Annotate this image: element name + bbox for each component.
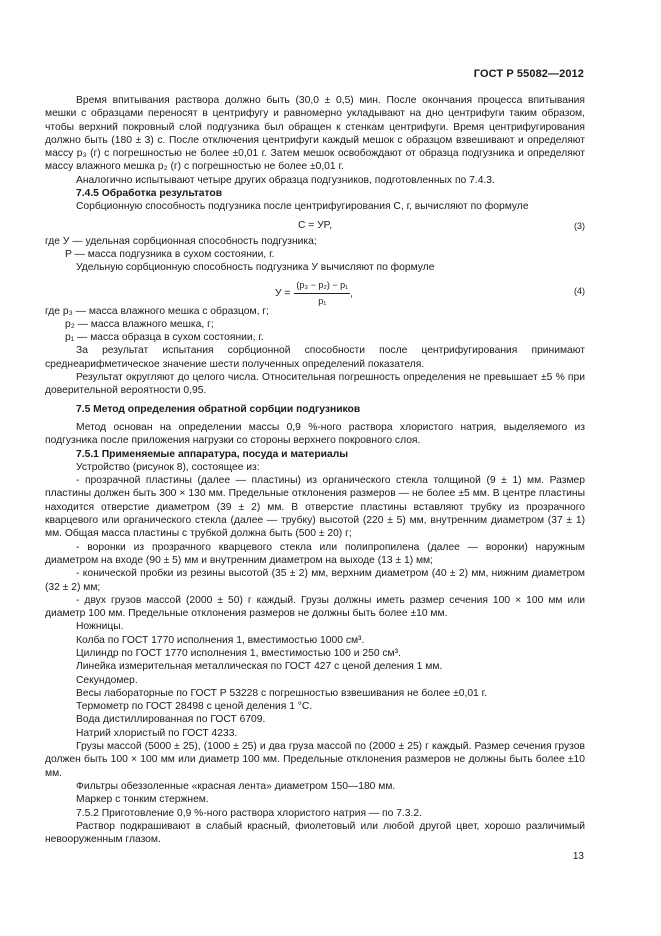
- formula-3-number: (3): [574, 220, 585, 231]
- material-filters: Фильтры обеззоленные «красная лента» диаметром 150—180 мм.: [76, 780, 396, 792]
- formula-3: [45, 214, 585, 235]
- equipment-thermometer: Термометр по ГОСТ 28498 с ценой деления 1 °С.: [76, 701, 313, 713]
- definition-p: P — масса подгузника в сухом состоянии, г.: [65, 248, 275, 260]
- material-water: Вода дистиллированная по ГОСТ 6709.: [76, 714, 266, 726]
- section-heading-7-4-5: 7.4.5 Обработка результатов: [76, 188, 223, 200]
- list-item-weights: - двух грузов массой (2000 ± 50) г каждый. Грузы должны иметь размер сечения 100 × 100 мм или диаметр 100 мм. Предельные отклонения размеров не должны быть более ±10 мм.: [45, 594, 585, 620]
- equipment-cylinder: Цилиндр по ГОСТ 1770 исполнения 1, вместимостью 100 и 250 см³.: [76, 647, 401, 659]
- list-item-stopper: - конической пробки из резины высотой (35 ± 2) мм, верхним диаметром (40 ± 2) мм, нижним диаметром (32 ± 2) мм;: [45, 568, 585, 593]
- paragraph-formula-intro-c: Сорбционную способность подгузника после центрифугирования C, г, вычисляют по формуле: [76, 201, 529, 213]
- paragraph-centrifuge: Время впитывания раствора должно быть (30,0 ± 0,5) мин. После окончания процесса впитывания мешки с образцами переносят в центрифугу и равномерно укладывают на дно центрифуги таким образом, чтобы верхний покровный слой подгузника был обращен к стенкам центрифуги. Время центрифугирования должно быть (180 ± 3) с. После отключения центрифуги каждый мешок с образцом взвешивают и определяют массу p₃ (г) с погрешностью не более ±0,01 г. Затем мешок освобождают от образца подгузника и определяют массу влажного мешка p₂ (г) с погрешностью не более ±0,01 г.: [45, 95, 585, 173]
- equipment-scales: Весы лабораторные по ГОСТ Р 53228 с погрешностью взвешивания не более ±0,01 г.: [76, 687, 487, 699]
- page-number: 13: [572, 851, 584, 862]
- section-7-5-2: 7.5.2 Приготовление 0,9 %-ного раствора хлористого натрия — по 7.3.2.: [76, 807, 422, 819]
- equipment-loads: Грузы массой (5000 ± 25), (1000 ± 25) и два груза массой по (2000 ± 25) г каждый. Размер сечения грузов должен быть 100 × 100 мм или диаметр 100 мм. Предельные отклонения размеров не должны быть более ±10 мм.: [45, 741, 585, 779]
- definition-u: где У — удельная сорбционная способность подгузника;: [45, 235, 317, 247]
- material-marker: Маркер с тонким стержнем.: [76, 794, 209, 806]
- section-heading-7-5: 7.5 Метод определения обратной сорбции подгузников: [76, 403, 361, 415]
- formula-4-numerator: (p₃ − p₂) − p₁: [294, 279, 350, 294]
- formula-4-trail: ,: [350, 288, 354, 300]
- paragraph-result-rounding: Результат округляют до целого числа. Относительная погрешность определения не превышает ±5 % при доверительной вероятности 0,95.: [45, 372, 585, 397]
- equipment-ruler: Линейка измерительная металлическая по ГОСТ 427 с ценой деления 1 мм.: [76, 661, 443, 673]
- formula-4-number: (4): [574, 285, 585, 296]
- list-item-plate: - прозрачной пластины (далее — пластины) из органического стекла толщиной (9 ± 1) мм. Размер пластины должен быть 300 × 130 мм. Предельные отклонения размеров — не более ±5 мм. В центре пластины находится отверстие диаметром (39 ± 2) мм. В отверстие пластины вставляют трубку из прозрачного кварцевого или органического стекла (далее — трубку) высотой (220 ± 5) мм, внутренним диаметром (37 ± 1) мм. Общая масса пластины с трубкой должна быть (500 ± 20) г;: [45, 475, 585, 540]
- equipment-scissors: Ножницы.: [76, 621, 124, 633]
- formula-4: [45, 275, 585, 305]
- paragraph-method-basis: Метод основан на определении массы 0,9 %-ного раствора хлористого натрия, выделяемого из подгузника после приложения нагрузки со стороны верхнего покровного слоя.: [45, 421, 585, 447]
- definition-p1: p₁ — масса образца в сухом состоянии, г.: [65, 332, 264, 344]
- equipment-stopwatch: Секундомер.: [76, 674, 138, 686]
- paragraph-repeat-samples: Аналогично испытывают четыре других образца подгузников, подготовленных по 7.4.3.: [76, 174, 495, 186]
- section-heading-7-5-1: 7.5.1 Применяемые аппаратура, посуда и материалы: [76, 448, 349, 460]
- formula-4-denominator: p₁: [318, 295, 327, 306]
- formula-4-lhs: У =: [275, 287, 291, 299]
- paragraph-formula-intro-u: Удельную сорбционную способность подгузника У вычисляют по формуле: [76, 262, 435, 274]
- definition-p3: где p₃ — масса влажного мешка с образцом, г;: [45, 305, 269, 317]
- paragraph-coloring: Раствор подкрашивают в слабый красный, фиолетовый или любой другой цвет, хорошо различимый невооруженным глазом.: [45, 820, 585, 846]
- list-item-funnel: - воронки из прозрачного кварцевого стекла или полипропилена (далее — воронки) наружным диаметром на входе (90 ± 5) мм и внутренним диаметром на выходе (13 ± 1) мм;: [45, 541, 585, 566]
- formula-3-expression: C = УP,: [297, 219, 333, 231]
- material-sodium-chloride: Натрий хлористый по ГОСТ 4233.: [76, 727, 238, 739]
- definition-p2: p₂ — масса влажного мешка, г;: [65, 318, 214, 330]
- paragraph-device: Устройство (рисунок 8), состоящее из:: [76, 461, 260, 473]
- page-body: [45, 94, 585, 846]
- document-code-header: ГОСТ Р 55082—2012: [473, 68, 584, 80]
- paragraph-result-mean: За результат испытания сорбционной способности после центрифугирования принимают среднеарифметическое значение шести полученных определений показателя.: [45, 345, 585, 370]
- equipment-flask: Колба по ГОСТ 1770 исполнения 1, вместимостью 1000 см³.: [76, 634, 365, 646]
